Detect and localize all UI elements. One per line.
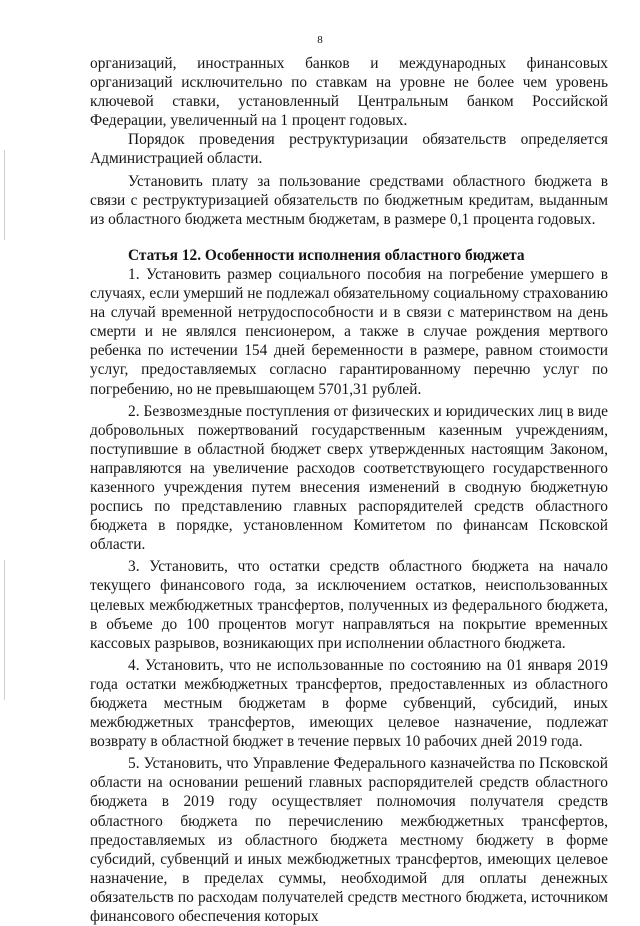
article-item-4: 4. Установить, что не использованные по состоянию на 01 января 2019 года остатки межбюджетных трансфертов, предоставленных из областного бюджета местным бюджетам в форме субвенций, субсидий, иных межбюджетных трансфертов, имеющих целевое назначение, подлежат возврату в областной бюджет в течение первых 10 рабочих дней 2019 года.	[90, 656, 608, 751]
article-item-2: 2. Безвозмездные поступления от физических и юридических лиц в виде добровольных пожертвований государственным казенным учреждениям, поступившие в областной бюджет сверх утвержденных настоящим Законом, направляются на увеличение расходов соответствующего государственного казенного учреждения путем внесения изменений в сводную бюджетную роспись по представлению главных распорядителей средств областного бюджета в порядке, установленном Комитетом по финансам Псковской области.	[90, 402, 608, 554]
scan-edge-mark	[4, 560, 5, 700]
article-heading: Статья 12. Особенности исполнения областного бюджета	[128, 246, 525, 264]
article-item-5: 5. Установить, что Управление Федерального казначейства по Псковской области на основании решений главных распорядителей средств областного бюджета в 2019 году осуществляет полномочия получателя средств областного бюджета по перечислению межбюджетных трансфертов, предоставляемых из областного бюджета местному бюджету в форме субсидий, субвенций и иных межбюджетных трансфертов, имеющих целевое назначение, в пределах суммы, необходимой для оплаты денежных обязательств по расходам получателей средств местного бюджета, источником финансового обеспечения которых	[90, 755, 608, 926]
scan-edge-mark	[4, 150, 5, 240]
paragraph-continuation: организаций, иностранных банков и международных финансовых организаций исключительно по ставкам на уровне не более чем уровень ключевой ставки, установленный Центральным банком Российской Федерации, увеличенный на 1 процент годовых.	[90, 55, 608, 130]
paragraph-fee: Установить плату за пользование средствами областного бюджета в связи с реструктуризацией обязательств по бюджетным кредитам, выданным из областного бюджета местным бюджетам, в размере 0,1 процента годовых.	[90, 172, 608, 228]
document-body	[90, 54, 608, 926]
article-item-3: 3. Установить, что остатки средств областного бюджета на начало текущего финансового года, за исключением остатков, неиспользованных целевых межбюджетных трансфертов, полученных из федерального бюджета, в объеме до 100 процентов могут направляться на покрытие временных кассовых разрывов, возникающих при исполнении областного бюджета.	[90, 558, 608, 652]
page-number: 8	[317, 34, 323, 46]
paragraph-restructuring-order: Порядок проведения реструктуризации обязательств определяется Администрацией области.	[90, 131, 608, 168]
article-item-1: 1. Установить размер социального пособия на погребение умершего в случаях, если умерший не подлежал обязательному социальному страхованию на случай временной нетрудоспособности и в связи с материнством на день смерти и не являлся пенсионером, а также в случае рождения мертвого ребенка по истечении 154 дней беременности в размере, равном стоимости услуг, предоставляемых согласно гарантированному перечню услуг по погребению, но не превышающем 5701,31 рублей.	[90, 265, 608, 398]
